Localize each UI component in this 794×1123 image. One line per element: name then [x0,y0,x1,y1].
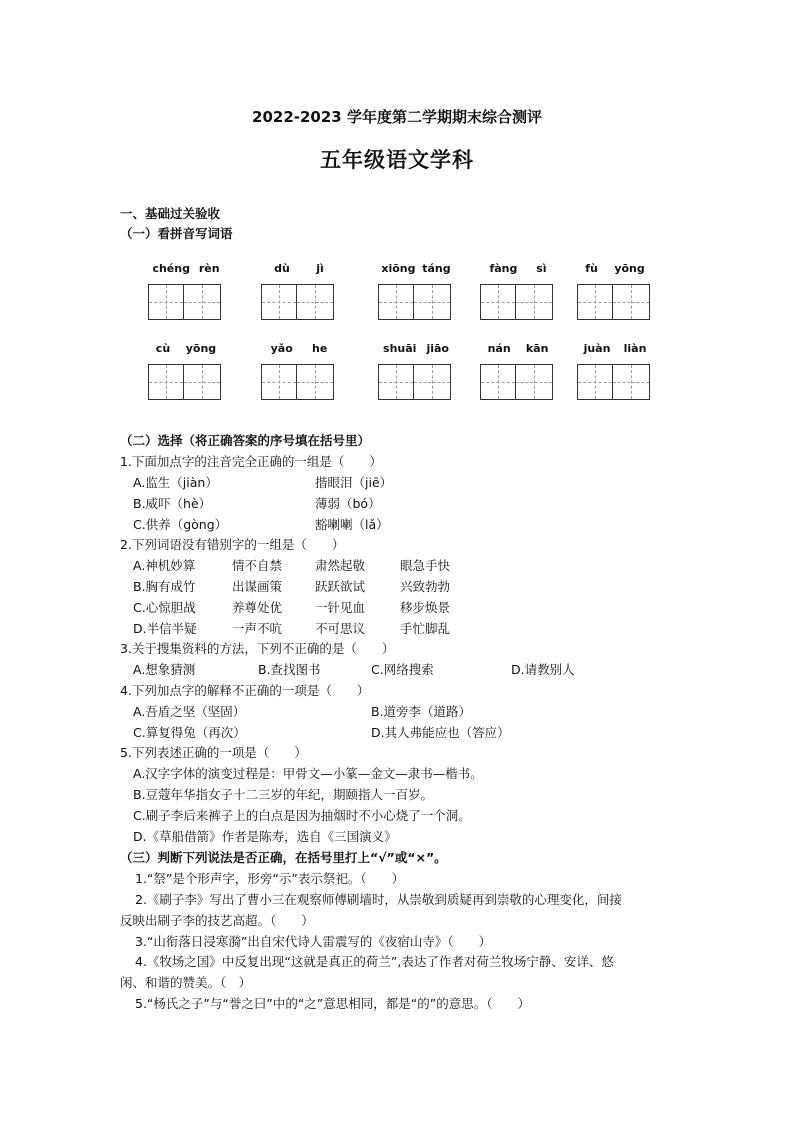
answer-word: 一针见血 [315,600,366,615]
tianzige-cell[interactable] [261,284,297,320]
answer-word: 不可思议 [315,621,366,636]
tianzige-cell[interactable] [414,284,451,320]
pinyin-word-box[interactable] [261,262,337,320]
tianzige-cell[interactable] [378,364,414,400]
answer-word: 肃然起敬 [315,558,366,573]
pinyin-syllable: yōng [614,262,645,275]
answer-word: 情不自禁 [232,558,283,573]
judgement-item: 5.“杨氏之子”与“誉之曰”中的“之”意思相同，都是“的”的意思。（ ） [135,996,530,1011]
answer-option[interactable]: D.请教别人 [511,662,575,677]
pinyin-word-box[interactable] [148,342,224,400]
question-stem: 5.下列表述正确的一项是（ ） [120,745,307,760]
answer-word: 跃跃欲试 [315,579,366,594]
answer-option[interactable]: 揩眼泪（jiē） [315,475,393,490]
answer-option[interactable]: C.算复得兔（再次） [133,725,246,740]
subsection-heading: （三）判断下列说法是否正确，在括号里打上“√”或“×”。 [120,850,447,865]
answer-option[interactable]: A.汉字字体的演变过程是：甲骨文—小篆—金文—隶书—楷书。 [133,766,483,781]
answer-word: 一声不吭 [232,621,283,636]
answer-word: 兴致勃勃 [400,579,451,594]
judgement-item: 1.“祭”是个形声字，形旁“示”表示祭祀。（ ） [135,871,405,886]
pinyin-syllable: shuāi [383,342,417,355]
answer-word: 养尊处优 [232,600,283,615]
pinyin-syllable: dù [274,262,290,275]
judgement-item: 3.“山衔落日浸寒漪”出自宋代诗人雷震写的《夜宿山寺》（ ） [135,934,492,949]
pinyin-syllable: he [312,342,328,355]
answer-word: 出谋画策 [232,579,283,594]
tianzige-cell[interactable] [516,284,553,320]
pinyin-syllable: táng [422,262,451,275]
answer-option[interactable]: C.网络搜索 [371,662,434,677]
pinyin-syllable: yōng [185,342,217,355]
tianzige-cell[interactable] [184,364,221,400]
answer-option[interactable]: B.胸有成竹 [133,579,196,594]
subsection-heading: （一）看拼音写词语 [120,226,233,241]
tianzige-cell[interactable] [261,364,297,400]
pinyin-syllable: xiōng [381,262,416,275]
tianzige-cell[interactable] [480,364,516,400]
tianzige-cell[interactable] [577,284,613,320]
answer-option[interactable]: B.道旁李（道路） [371,704,472,719]
tianzige-cell[interactable] [297,364,334,400]
tianzige-cell[interactable] [613,364,650,400]
answer-option[interactable]: B.豆蔻年华指女子十二三岁的年纪，期颐指人一百岁。 [133,787,434,802]
answer-option[interactable]: 薄弱（bó） [315,496,381,511]
pinyin-syllable: fàng [489,262,518,275]
answer-option[interactable]: B.威吓（hè） [133,496,212,511]
tianzige-cell[interactable] [613,284,650,320]
pinyin-word-box[interactable] [577,262,653,320]
answer-option[interactable]: C.供养（gòng） [133,517,228,532]
question-stem: 2.下列词语没有错别字的一组是（ ） [120,537,345,552]
pinyin-syllable: fù [585,262,598,275]
pinyin-syllable: nán [487,342,511,355]
tianzige-cell[interactable] [184,284,221,320]
pinyin-syllable: chéng [152,262,190,275]
question-stem: 1.下面加点字的注音完全正确的一组是（ ） [120,454,382,469]
pinyin-syllable: yǎo [270,342,293,355]
judgement-item: 2.《刷子李》写出了曹小三在观察师傅刷墙时，从崇敬到质疑再到崇敬的心理变化，间接 [135,892,622,907]
pinyin-word-box[interactable] [261,342,337,400]
tianzige-cell[interactable] [378,284,414,320]
pinyin-syllable: rèn [198,262,220,275]
exam-title: 2022-2023 学年度第二学期期末综合测评 [252,108,542,126]
pinyin-syllable: jiāo [426,342,449,355]
answer-option[interactable]: 豁喇喇（lǎ） [315,517,389,532]
tianzige-cell[interactable] [297,284,334,320]
pinyin-word-box[interactable] [480,262,556,320]
answer-option[interactable]: D.其人弗能应也（答应） [371,725,510,740]
answer-option[interactable]: C.刷子李后来裤子上的白点是因为抽烟时不小心烧了一个洞。 [133,808,471,823]
pinyin-syllable: kān [525,342,549,355]
subsection-heading: （二）选择（将正确答案的序号填在括号里） [120,433,371,448]
pinyin-syllable: sì [536,262,547,275]
pinyin-syllable: juàn [583,342,611,355]
tianzige-cell[interactable] [414,364,451,400]
answer-option[interactable]: A.神机妙算 [133,558,196,573]
answer-option[interactable]: D.半信半疑 [133,621,197,636]
question-stem: 3.关于搜集资料的方法，下列不正确的是（ ） [120,641,395,656]
pinyin-syllable: cù [155,342,171,355]
tianzige-cell[interactable] [516,364,553,400]
subject-title: 五年级语文学科 [320,148,474,172]
answer-option[interactable]: C.心惊胆战 [133,600,196,615]
question-stem: 4.下列加点字的解释不正确的一项是（ ） [120,683,370,698]
answer-word: 手忙脚乱 [400,621,451,636]
answer-option[interactable]: B.查找图书 [258,662,321,677]
answer-option[interactable]: D.《草船借箭》作者是陈寿，选自《三国演义》 [133,829,397,844]
pinyin-syllable: liàn [623,342,647,355]
pinyin-syllable: jì [316,262,324,275]
answer-option[interactable]: A.想象猜测 [133,662,196,677]
judgement-item-continued: 反映出刷子李的技艺高超。（ ） [120,913,314,928]
pinyin-word-box[interactable] [378,262,454,320]
pinyin-word-box[interactable] [148,262,224,320]
pinyin-word-box[interactable] [378,342,454,400]
judgement-item-continued: 闲、和谐的赞美。（ ） [120,975,252,990]
judgement-item: 4.《牧场之国》中反复出现“这就是真正的荷兰”,表达了作者对荷兰牧场宁静、安详、悠 [135,954,614,969]
pinyin-word-box[interactable] [480,342,556,400]
tianzige-cell[interactable] [148,284,184,320]
answer-option[interactable]: A.监生（jiàn） [133,475,218,490]
tianzige-cell[interactable] [577,364,613,400]
tianzige-cell[interactable] [148,364,184,400]
pinyin-word-box[interactable] [577,342,653,400]
section-heading: 一、基础过关验收 [120,206,221,221]
tianzige-cell[interactable] [480,284,516,320]
answer-word: 眼急手快 [400,558,451,573]
answer-option[interactable]: A.吾盾之坚（坚固） [133,704,246,719]
answer-word: 移步焕景 [400,600,451,615]
